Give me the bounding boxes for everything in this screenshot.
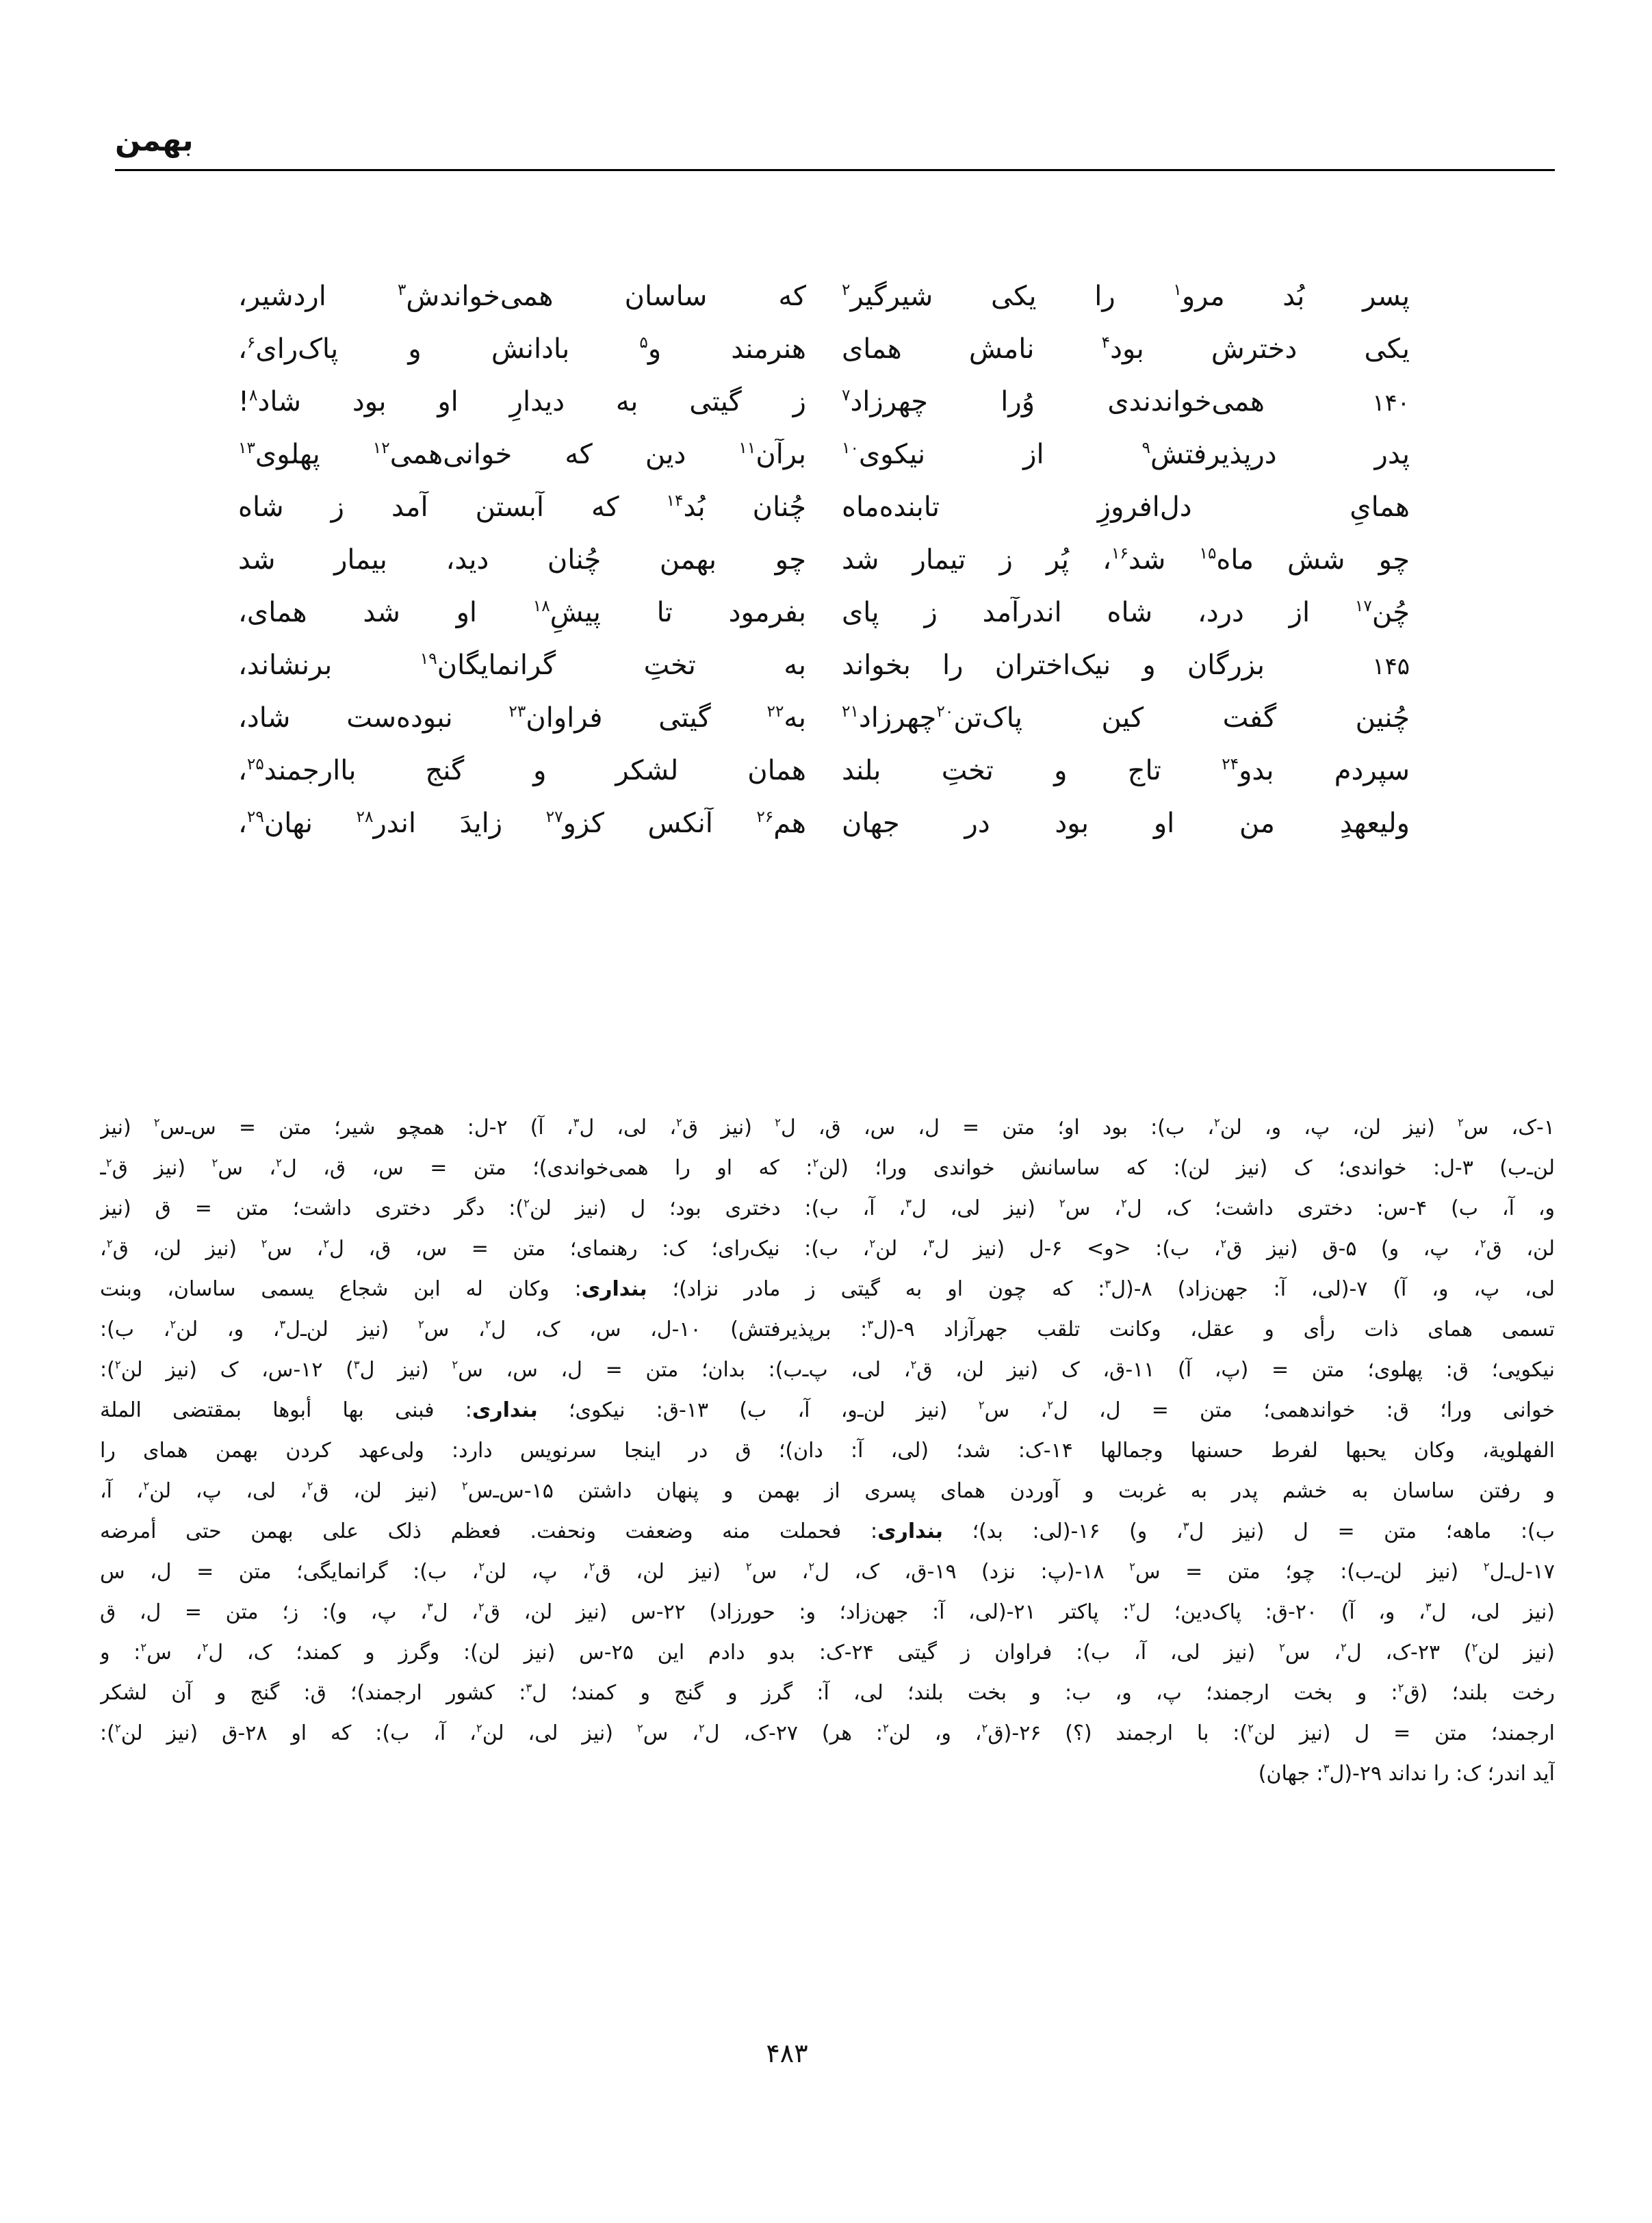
footnote-superscript: ۲ xyxy=(981,1721,988,1735)
apparatus-line: (نیز لی، ل$^۳$، و، آ) ۲۰-ق: پاک‌دین؛ ل$^۲$: پاکتر ۲۱-(لی، آ: جهن‌زاد؛ و: حورزاد) ۲۲-س (نیز لن، ق$^۲$، ل$^۳$، پ، و): ز؛ متن = ل، ق xyxy=(100,1600,1555,1624)
footnote-superscript: ۱۸ xyxy=(532,597,550,615)
footnote-superscript: ۲ xyxy=(1457,1116,1464,1129)
hemistich-left: برآن$^{۱۱}$ دین که خوانی‌همی$^{۱۲}$ پهلوی$^{۱۳}$ xyxy=(238,439,806,470)
critical-apparatus-section xyxy=(100,1110,1555,1797)
footnote-superscript: ۴ xyxy=(1101,333,1111,352)
apparatus-line: (نیز لن$^۲$) ۲۳-ک، ل$^۲$، س$^۲$ (نیز لی، آ، ب): فراوان ز گیتی ۲۴-ک: بدو دادم این ۲۵-س (نیز لن): وگرز و کمند؛ ک، ل$^۲$، س$^۲$: و xyxy=(100,1641,1555,1665)
hemistich-right: یکی دخترش بود$^۴$ نامش همای xyxy=(842,333,1410,365)
footnote-superscript: ۲ xyxy=(307,1479,313,1493)
footnote-superscript: ۲ xyxy=(524,1196,530,1210)
footnote-superscript: ۲ xyxy=(1341,1641,1347,1654)
footnote-superscript: ۲ xyxy=(153,1116,160,1129)
hemistich-right: ولیعهدِ من او بود در جهان xyxy=(842,808,1410,839)
footnote-superscript: ۲ xyxy=(478,1600,485,1614)
footnote-superscript: ۲ xyxy=(745,1560,752,1573)
hemistich-right: چُن$^{۱۷}$ از درد، شاه اندرآمد ز پای xyxy=(842,597,1410,628)
bold-source-name: بنداری xyxy=(581,1277,647,1301)
footnote-superscript: ۲ xyxy=(808,1560,815,1573)
verse-row xyxy=(238,650,1410,702)
running-head-title: بهمن xyxy=(115,123,194,158)
footnote-superscript: ۲ xyxy=(1129,1560,1135,1573)
apparatus-line: ۱۷-ل‌ـ‌ل$^۲$ (نیز لن‌ـ‌ب): چو؛ متن = س$^۲$ ۱۸-(پ: نزد) ۱۹-ق، ک، ل$^۲$، س$^۲$ (نیز لن، ق$^۲$، پ، لن$^۲$، ب): گرانمایگی؛ متن = ل، س xyxy=(100,1560,1555,1584)
footnote-superscript: ۳ xyxy=(1105,1277,1111,1291)
footnote-superscript: ۳ xyxy=(905,1196,912,1210)
hemistich-right: همی‌خواندندی وُرا چهرزاد$^۷$ xyxy=(842,386,1265,417)
footnote-superscript: ۲ xyxy=(106,1237,113,1250)
footnote-superscript: ۲۰ xyxy=(936,702,954,721)
footnote-superscript: ۲۷ xyxy=(545,808,563,826)
apparatus-line: لی، پ، و، آ) ۷-(لی، آ: جهن‌زاد) ۸-(ل$^۳$: که چون او به گیتی ز مادر نزاد)؛ بنداری: وکان له ابن شجاع یسمی ساسان، وبنت xyxy=(100,1277,1555,1301)
footnote-superscript: ۱۹ xyxy=(420,650,437,668)
footnote-superscript: ۲ xyxy=(1480,1237,1486,1250)
hemistich-left: به تختِ گرانمایگان$^{۱۹}$ برنشاند، xyxy=(238,650,806,681)
footnote-superscript: ۲ xyxy=(978,1398,985,1412)
footnote-superscript: ۲ xyxy=(485,1318,491,1331)
verse-number: ۱۴۰ xyxy=(1372,389,1410,417)
verse-row xyxy=(238,491,1410,544)
footnote-superscript: ۲ xyxy=(143,1479,150,1493)
footnote-superscript: ۳ xyxy=(526,1681,532,1695)
hemistich-right: چُنین گفت کین پاک‌تن$^{۲۰}$چهرزاد$^{۲۱}$ xyxy=(842,702,1410,734)
hemistich-left: هم$^{۲۶}$ آنکس کزو$^{۲۷}$ زایدَ اندر$^{۲۸}$ نهان$^{۲۹}$، xyxy=(238,808,806,839)
footnote-superscript: ۲ xyxy=(869,1237,876,1250)
hemistich-right: سپردم بدو$^{۲۴}$ تاج و تختِ بلند xyxy=(842,755,1410,786)
footnote-superscript: ۳ xyxy=(1183,1519,1189,1533)
verse-row xyxy=(238,386,1410,439)
footnote-superscript: ۲۴ xyxy=(1222,755,1239,773)
footnote-superscript: ۲ xyxy=(676,1116,682,1129)
footnote-superscript: ۲ xyxy=(589,1560,595,1573)
verse-number: ۱۴۵ xyxy=(1372,653,1410,680)
footnote-superscript: ۲ xyxy=(1047,1398,1053,1412)
verse-row xyxy=(238,544,1410,597)
hemistich-left: همان لشکر و گنج باارجمند$^{۲۵}$، xyxy=(238,755,806,786)
footnote-superscript: ۲۸ xyxy=(356,808,374,826)
footnote-superscript: ۲ xyxy=(323,1237,330,1250)
hemistich-right: پسر بُد مرو$^۱$ را یکی شیرگیر$^۲$ xyxy=(842,281,1410,312)
footnote-superscript: ۹ xyxy=(1141,439,1150,457)
hemistich-left: هنرمند و$^۵$ بادانش و پاک‌رای$^۶$، xyxy=(238,333,806,365)
footnote-superscript: ۷ xyxy=(842,386,851,404)
footnote-superscript: ۳ xyxy=(353,1358,360,1372)
hemistich-right: همایِ دل‌افروزِ تابنده‌ماه xyxy=(842,491,1410,523)
footnote-superscript: ۲ xyxy=(812,1156,819,1170)
apparatus-line: تسمی همای ذات رأی و عقل، وکانت تلقب جهرآزاد ۹-(ل$^۳$: برپذیرفتش) ۱۰-ل، س، ک، ل$^۲$، س$^۲$ (نیز لن‌ـ‌ل$^۳$، و، لن$^۲$، ب): xyxy=(100,1318,1555,1341)
verse-row xyxy=(238,281,1410,333)
bold-source-name: بنداری xyxy=(472,1398,538,1422)
apparatus-line: آید اندر؛ ک: را نداند ۲۹-(ل$^۳$: جهان) xyxy=(1258,1762,1555,1786)
footnote-superscript: ۲۵ xyxy=(246,755,264,773)
footnote-superscript: ۲ xyxy=(105,1156,112,1170)
footnote-superscript: ۳ xyxy=(1323,1762,1330,1775)
verse-row xyxy=(238,333,1410,386)
footnote-superscript: ۲ xyxy=(842,281,851,299)
bold-source-name: بنداری xyxy=(877,1519,943,1543)
page-number: ۴۸۳ xyxy=(766,2038,808,2068)
hemistich-right: چو شش ماه$^{۱۵}$ شد$^{۱۶}$، پُر ز تیمار شد xyxy=(842,544,1410,576)
footnote-superscript: ۵ xyxy=(639,333,648,352)
footnote-superscript: ۲۱ xyxy=(842,702,859,721)
verse-row xyxy=(238,597,1410,650)
apparatus-line: و، آ، ب) ۴-س: دختری داشت؛ ک، ل$^۲$، س$^۲$ (نیز لی، ل$^۳$، آ، ب): دختری بود؛ ل (نیز لن$^۲$): دگر دختری داشت؛ متن = ق (نیز xyxy=(100,1196,1555,1220)
footnote-superscript: ۱۲ xyxy=(372,439,390,457)
footnote-superscript: ۲ xyxy=(1471,1641,1478,1654)
verse-row xyxy=(238,808,1410,860)
footnote-superscript: ۲ xyxy=(1279,1641,1285,1654)
footnote-superscript: ۲ xyxy=(417,1318,424,1331)
footnote-superscript: ۲ xyxy=(1059,1196,1066,1210)
footnote-superscript: ۲ xyxy=(636,1721,643,1735)
apparatus-line: و رفتن ساسان به خشم پدر به غربت و آوردن همای پسری از بهمن و پنهان داشتن ۱۵-س‌ـ‌س$^۲$ (نیز لن، ق$^۲$، لی، پ، لن$^۲$، آ، xyxy=(100,1479,1555,1503)
footnote-superscript: ۲ xyxy=(1120,1196,1127,1210)
footnote-superscript: ۱۳ xyxy=(238,439,255,457)
header-rule xyxy=(115,169,1555,171)
poem-section xyxy=(238,281,1410,860)
verse-row xyxy=(238,702,1410,755)
footnote-superscript: ۲۳ xyxy=(508,702,526,721)
footnote-superscript: ۲۲ xyxy=(766,702,784,721)
footnote-superscript: ۱۱ xyxy=(738,439,756,457)
footnote-superscript: ۲ xyxy=(1397,1681,1404,1695)
footnote-superscript: ۲ xyxy=(452,1358,459,1372)
footnote-superscript: ۳ xyxy=(928,1237,935,1250)
footnote-superscript: ۱۷ xyxy=(1354,597,1372,615)
footnote-superscript: ۶ xyxy=(246,333,256,352)
footnote-superscript: ۲ xyxy=(1220,1237,1227,1250)
footnote-superscript: ۲ xyxy=(202,1641,209,1654)
hemistich-left: که ساسان همی‌خواندش$^۳$ اردشیر، xyxy=(238,281,806,312)
footnote-superscript: ۲ xyxy=(461,1479,468,1493)
footnote-superscript: ۲ xyxy=(775,1116,781,1129)
apparatus-line: لن‌ـ‌ب) ۳-ل: خواندی؛ ک (نیز لن): که ساسانش خواندی ورا؛ (لن$^۲$: که او را همی‌خواندی)؛ متن = س، ق، ل$^۲$، س$^۲$ (نیز ق$^۲$ـ xyxy=(100,1156,1555,1180)
apparatus-line: خوانی ورا؛ ق: خواندهمی؛ متن = ل، ل$^۲$، س$^۲$ (نیز لن‌ـ‌و، آ، ب) ۱۳-ق: نیکوی؛ بنداری: فبنی بها أبوها بمقتضی الملة xyxy=(100,1398,1555,1422)
footnote-superscript: ۲ xyxy=(114,1358,121,1372)
footnote-superscript: ۲ xyxy=(1483,1560,1490,1573)
hemistich-left: چو بهمن چُنان دید، بیمار شد xyxy=(238,544,806,576)
footnote-superscript: ۲ xyxy=(261,1237,268,1250)
hemistich-left: به$^{۲۲}$ گیتی فراوان$^{۲۳}$ نبوده‌ست شاد، xyxy=(238,702,806,734)
apparatus-line: ۱-ک، س$^۲$ (نیز لن، پ، و، لن$^۲$، ب): بود او؛ متن = ل، س، ق، ل$^۲$ (نیز ق$^۲$، لی، ل$^۳$، آ) ۲-ل: همچو شیر؛ متن = س‌ـ‌س$^۲$ (نیز xyxy=(100,1116,1555,1140)
hemistich-left: بفرمود تا پیشِ$^{۱۸}$ او شد همای، xyxy=(238,597,806,628)
hemistich-left: چُنان بُد$^{۱۴}$ که آبستن آمد ز شاه xyxy=(238,491,806,523)
apparatus-line: لن، ق$^۲$، پ، و) ۵-ق (نیز ق$^۲$، ب): <و> ۶-ل (نیز ل$^۳$، لن$^۲$، ب): نیک‌رای؛ ک: رهنمای؛ متن = س، ق، ل$^۲$، س$^۲$ (نیز لن، ق$^۲$، xyxy=(100,1237,1555,1261)
apparatus-line: نیکویی؛ ق: پهلوی؛ متن = (پ، آ) ۱۱-ق، ک (نیز لن، ق$^۲$، لی، پ‌ـ‌ب): بدان؛ متن = ل، س، س$^۲$ (نیز ل$^۳$) ۱۲-س، ک (نیز لن$^۲$): xyxy=(100,1358,1555,1382)
footnote-superscript: ۱۰ xyxy=(842,439,859,457)
footnote-superscript: ۲ xyxy=(883,1721,889,1735)
hemistich-left: ز گیتی به دیدارِ او بود شاد$^۸$! xyxy=(238,386,806,417)
footnote-superscript: ۲ xyxy=(211,1156,218,1170)
footnote-superscript: ۲ xyxy=(910,1358,917,1372)
footnote-superscript: ۳ xyxy=(573,1116,580,1129)
apparatus-line: ارجمند؛ متن = ل (نیز لن$^۲$): با ارجمند (؟) ۲۶-(ق$^۲$، و، لن$^۲$: هر) ۲۷-ک، ل$^۲$، س$^۲$ (نیز لی، لن$^۲$، آ، ب): که او ۲۸-ق (نیز لن$^۲$): xyxy=(100,1721,1555,1745)
footnote-superscript: ۲ xyxy=(1214,1116,1220,1129)
verse-row xyxy=(238,439,1410,491)
apparatus-line: ب): ماهه؛ متن = ل (نیز ل$^۳$، و) ۱۶-(لی: بد)؛ بنداری: فحملت منه وضعفت ونحفت. فعظم ذلک علی بهمن حتی أمرضه xyxy=(100,1519,1555,1543)
footnote-superscript: ۳ xyxy=(397,281,406,299)
footnote-superscript: ۱۵ xyxy=(1199,544,1217,563)
footnote-superscript: ۳ xyxy=(279,1318,286,1331)
footnote-superscript: ۲ xyxy=(140,1641,147,1654)
footnote-superscript: ۸ xyxy=(249,386,258,404)
footnote-superscript: ۲۹ xyxy=(246,808,264,826)
footnote-superscript: ۲ xyxy=(698,1721,705,1735)
footnote-superscript: ۱۶ xyxy=(1111,544,1128,563)
verse-row xyxy=(238,755,1410,808)
footnote-superscript: ۲ xyxy=(170,1318,177,1331)
footnote-superscript: ۲ xyxy=(276,1156,282,1170)
footnote-superscript: ۱۴ xyxy=(666,491,684,510)
footnote-superscript: ۲ xyxy=(1248,1721,1254,1735)
footnote-superscript: ۲ xyxy=(476,1721,482,1735)
footnote-superscript: ۲ xyxy=(1129,1600,1136,1614)
footnote-superscript: ۲۶ xyxy=(756,808,774,826)
footnote-superscript: ۲ xyxy=(478,1560,485,1573)
footnote-superscript: ۱ xyxy=(1173,281,1182,299)
apparatus-line: رخت بلند؛ (ق$^۲$: و بخت ارجمند؛ پ، و، ب: و بخت بلند؛ لی، آ: گرز و گنج و کمند؛ ل$^۳$: کشور ارجمند)؛ ق: گنج و آن لشکر xyxy=(100,1681,1555,1705)
apparatus-line: الفهلویة، وکان یحبها لفرط حسنها وجمالها ۱۴-ک: شد؛ (لی، آ: دان)؛ ق در اینجا سرنویس دارد: ولی‌عهد کردن بهمن همای را xyxy=(100,1439,1555,1463)
footnote-superscript: ۳ xyxy=(1425,1600,1432,1614)
hemistich-right: پدر درپذیرفتش$^۹$ از نیکوی$^{۱۰}$ xyxy=(842,439,1410,470)
footnote-superscript: ۳ xyxy=(867,1318,874,1331)
footnote-superscript: ۲ xyxy=(114,1721,121,1735)
footnote-superscript: ۳ xyxy=(426,1600,433,1614)
hemistich-right: بزرگان و نیک‌اختران را بخواند xyxy=(842,650,1265,681)
